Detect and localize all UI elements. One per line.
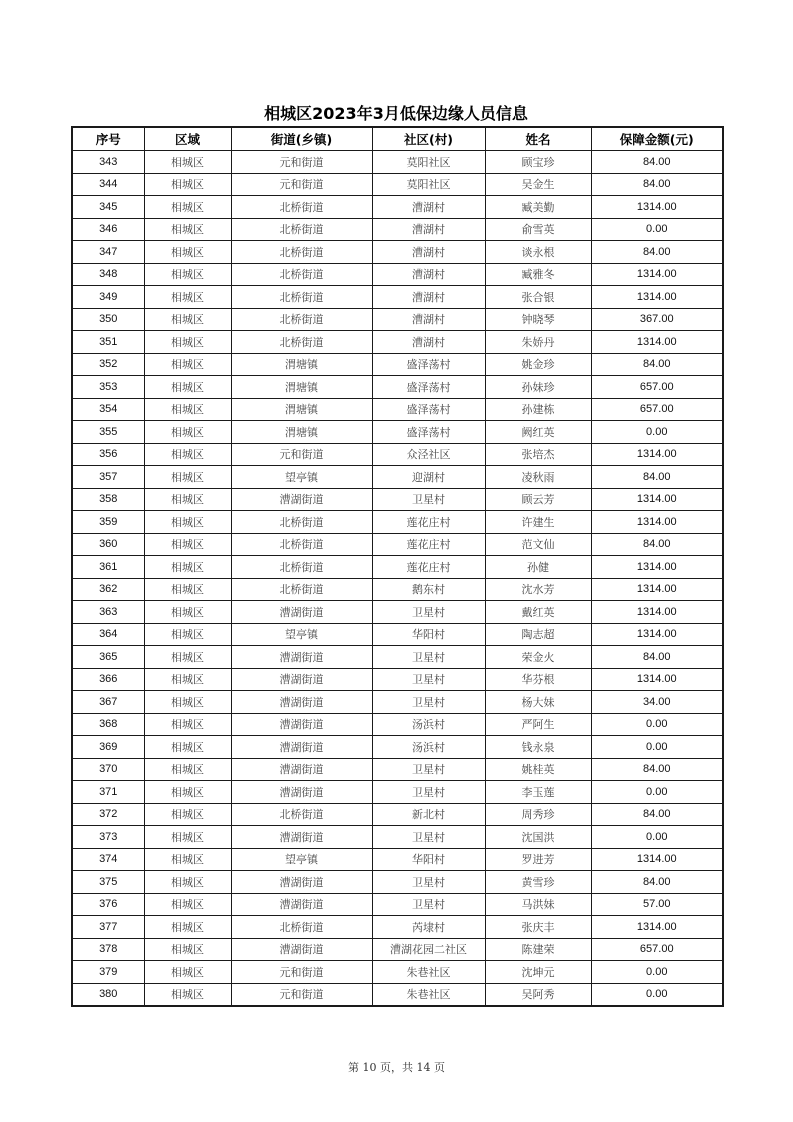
cell-street-town: 渭塘镇 <box>231 376 372 399</box>
cell-district: 相城区 <box>144 961 231 984</box>
cell-amount: 84.00 <box>591 466 723 489</box>
cell-serial-number: 368 <box>72 713 144 736</box>
cell-amount: 84.00 <box>591 173 723 196</box>
page-title: 相城区2023年3月低保边缘人员信息 <box>264 104 528 123</box>
cell-amount: 1314.00 <box>591 556 723 579</box>
cell-amount: 1314.00 <box>591 601 723 624</box>
cell-serial-number: 372 <box>72 803 144 826</box>
cell-name: 姚金珍 <box>485 353 591 376</box>
cell-district: 相城区 <box>144 376 231 399</box>
cell-serial-number: 370 <box>72 758 144 781</box>
cell-name: 凌秋雨 <box>485 466 591 489</box>
cell-community-village: 莫阳社区 <box>372 173 485 196</box>
table-row <box>72 533 723 556</box>
cell-amount: 657.00 <box>591 376 723 399</box>
cell-serial-number: 365 <box>72 646 144 669</box>
cell-name: 沈水芳 <box>485 578 591 601</box>
cell-serial-number: 343 <box>72 151 144 174</box>
cell-street-town: 元和街道 <box>231 151 372 174</box>
table-row <box>72 151 723 174</box>
table-row <box>72 736 723 759</box>
cell-serial-number: 364 <box>72 623 144 646</box>
page-footer: 第 10 页，共 14 页 <box>348 1061 445 1074</box>
cell-community-village: 卫星村 <box>372 781 485 804</box>
cell-name: 臧雅冬 <box>485 263 591 286</box>
table-row <box>72 938 723 961</box>
cell-name: 陈建荣 <box>485 938 591 961</box>
cell-name: 孙妹珍 <box>485 376 591 399</box>
cell-street-town: 元和街道 <box>231 173 372 196</box>
cell-serial-number: 358 <box>72 488 144 511</box>
cell-street-town: 望亭镇 <box>231 466 372 489</box>
cell-amount: 1314.00 <box>591 196 723 219</box>
cell-name: 杨大妹 <box>485 691 591 714</box>
cell-community-village: 漕湖村 <box>372 241 485 264</box>
cell-street-town: 漕湖街道 <box>231 668 372 691</box>
cell-amount: 1314.00 <box>591 286 723 309</box>
cell-street-town: 北桥街道 <box>231 196 372 219</box>
cell-name: 张庆丰 <box>485 916 591 939</box>
cell-amount: 57.00 <box>591 893 723 916</box>
cell-street-town: 北桥街道 <box>231 916 372 939</box>
cell-community-village: 盛泽荡村 <box>372 398 485 421</box>
cell-district: 相城区 <box>144 893 231 916</box>
table-row <box>72 488 723 511</box>
cell-amount: 84.00 <box>591 758 723 781</box>
table-row <box>72 803 723 826</box>
cell-name: 孙建栋 <box>485 398 591 421</box>
cell-serial-number: 367 <box>72 691 144 714</box>
cell-name: 范文仙 <box>485 533 591 556</box>
header-amount: 保障金额(元) <box>591 127 723 151</box>
cell-district: 相城区 <box>144 646 231 669</box>
cell-community-village: 芮埭村 <box>372 916 485 939</box>
cell-serial-number: 376 <box>72 893 144 916</box>
cell-amount: 1314.00 <box>591 916 723 939</box>
table-row <box>72 308 723 331</box>
cell-street-town: 北桥街道 <box>231 263 372 286</box>
cell-district: 相城区 <box>144 488 231 511</box>
cell-serial-number: 374 <box>72 848 144 871</box>
cell-street-town: 漕湖街道 <box>231 893 372 916</box>
cell-street-town: 北桥街道 <box>231 331 372 354</box>
header-serial-number: 序号 <box>72 127 144 151</box>
cell-name: 周秀珍 <box>485 803 591 826</box>
cell-amount: 1314.00 <box>591 848 723 871</box>
cell-serial-number: 379 <box>72 961 144 984</box>
cell-district: 相城区 <box>144 421 231 444</box>
cell-street-town: 漕湖街道 <box>231 601 372 624</box>
cell-serial-number: 373 <box>72 826 144 849</box>
table-row <box>72 781 723 804</box>
cell-district: 相城区 <box>144 983 231 1006</box>
cell-district: 相城区 <box>144 556 231 579</box>
table-row <box>72 848 723 871</box>
cell-district: 相城区 <box>144 601 231 624</box>
assistance-table <box>71 126 724 1007</box>
cell-community-village: 漕湖村 <box>372 218 485 241</box>
cell-amount: 0.00 <box>591 218 723 241</box>
cell-district: 相城区 <box>144 848 231 871</box>
cell-serial-number: 351 <box>72 331 144 354</box>
cell-serial-number: 378 <box>72 938 144 961</box>
cell-name: 阙红英 <box>485 421 591 444</box>
cell-amount: 1314.00 <box>591 263 723 286</box>
cell-street-town: 漕湖街道 <box>231 488 372 511</box>
cell-street-town: 漕湖街道 <box>231 781 372 804</box>
table-row <box>72 376 723 399</box>
cell-name: 吴金生 <box>485 173 591 196</box>
cell-community-village: 莲花庄村 <box>372 556 485 579</box>
cell-community-village: 卫星村 <box>372 488 485 511</box>
cell-street-town: 渭塘镇 <box>231 353 372 376</box>
table-row <box>72 916 723 939</box>
cell-district: 相城区 <box>144 511 231 534</box>
cell-street-town: 北桥街道 <box>231 803 372 826</box>
cell-serial-number: 352 <box>72 353 144 376</box>
cell-amount: 0.00 <box>591 781 723 804</box>
cell-street-town: 元和街道 <box>231 961 372 984</box>
cell-name: 谈永根 <box>485 241 591 264</box>
cell-street-town: 元和街道 <box>231 443 372 466</box>
cell-district: 相城区 <box>144 218 231 241</box>
table-row <box>72 398 723 421</box>
cell-amount: 0.00 <box>591 736 723 759</box>
cell-street-town: 北桥街道 <box>231 533 372 556</box>
table-row <box>72 691 723 714</box>
cell-street-town: 渭塘镇 <box>231 398 372 421</box>
cell-name: 顾宝珍 <box>485 151 591 174</box>
cell-amount: 84.00 <box>591 646 723 669</box>
cell-name: 臧美勤 <box>485 196 591 219</box>
cell-district: 相城区 <box>144 331 231 354</box>
cell-district: 相城区 <box>144 398 231 421</box>
cell-community-village: 漕湖村 <box>372 331 485 354</box>
cell-district: 相城区 <box>144 196 231 219</box>
cell-serial-number: 362 <box>72 578 144 601</box>
table-row <box>72 826 723 849</box>
table-row <box>72 601 723 624</box>
cell-street-town: 北桥街道 <box>231 241 372 264</box>
cell-serial-number: 350 <box>72 308 144 331</box>
cell-district: 相城区 <box>144 938 231 961</box>
cell-amount: 657.00 <box>591 398 723 421</box>
cell-serial-number: 344 <box>72 173 144 196</box>
cell-street-town: 漕湖街道 <box>231 691 372 714</box>
cell-serial-number: 353 <box>72 376 144 399</box>
table-row <box>72 646 723 669</box>
cell-street-town: 望亭镇 <box>231 623 372 646</box>
cell-name: 俞雪英 <box>485 218 591 241</box>
cell-street-town: 北桥街道 <box>231 511 372 534</box>
cell-name: 张培杰 <box>485 443 591 466</box>
cell-serial-number: 348 <box>72 263 144 286</box>
cell-amount: 84.00 <box>591 871 723 894</box>
cell-name: 张合银 <box>485 286 591 309</box>
cell-name: 沈坤元 <box>485 961 591 984</box>
cell-amount: 1314.00 <box>591 511 723 534</box>
cell-district: 相城区 <box>144 623 231 646</box>
cell-serial-number: 354 <box>72 398 144 421</box>
cell-name: 荣金火 <box>485 646 591 669</box>
header-name: 姓名 <box>485 127 591 151</box>
cell-district: 相城区 <box>144 241 231 264</box>
cell-amount: 84.00 <box>591 151 723 174</box>
cell-serial-number: 345 <box>72 196 144 219</box>
cell-serial-number: 369 <box>72 736 144 759</box>
cell-name: 钱永泉 <box>485 736 591 759</box>
cell-serial-number: 361 <box>72 556 144 579</box>
cell-name: 钟晓琴 <box>485 308 591 331</box>
cell-community-village: 盛泽荡村 <box>372 421 485 444</box>
cell-district: 相城区 <box>144 871 231 894</box>
cell-community-village: 朱巷社区 <box>372 961 485 984</box>
cell-serial-number: 375 <box>72 871 144 894</box>
cell-name: 沈国洪 <box>485 826 591 849</box>
cell-amount: 0.00 <box>591 826 723 849</box>
cell-district: 相城区 <box>144 173 231 196</box>
cell-amount: 1314.00 <box>591 668 723 691</box>
cell-district: 相城区 <box>144 263 231 286</box>
cell-community-village: 卫星村 <box>372 668 485 691</box>
table-row <box>72 511 723 534</box>
cell-community-village: 汤浜村 <box>372 736 485 759</box>
table-row <box>72 218 723 241</box>
cell-name: 顾云芳 <box>485 488 591 511</box>
cell-amount: 84.00 <box>591 803 723 826</box>
cell-amount: 1314.00 <box>591 443 723 466</box>
cell-street-town: 望亭镇 <box>231 848 372 871</box>
cell-community-village: 卫星村 <box>372 871 485 894</box>
table-row <box>72 173 723 196</box>
cell-street-town: 北桥街道 <box>231 556 372 579</box>
cell-street-town: 漕湖街道 <box>231 758 372 781</box>
cell-district: 相城区 <box>144 308 231 331</box>
table-row <box>72 466 723 489</box>
cell-serial-number: 356 <box>72 443 144 466</box>
cell-amount: 84.00 <box>591 533 723 556</box>
cell-name: 马洪妹 <box>485 893 591 916</box>
table-row <box>72 961 723 984</box>
cell-district: 相城区 <box>144 668 231 691</box>
cell-serial-number: 377 <box>72 916 144 939</box>
cell-district: 相城区 <box>144 781 231 804</box>
cell-community-village: 新北村 <box>372 803 485 826</box>
cell-amount: 0.00 <box>591 421 723 444</box>
cell-street-town: 漕湖街道 <box>231 938 372 961</box>
cell-district: 相城区 <box>144 466 231 489</box>
cell-name: 孙健 <box>485 556 591 579</box>
cell-serial-number: 355 <box>72 421 144 444</box>
header-district: 区域 <box>144 127 231 151</box>
cell-amount: 34.00 <box>591 691 723 714</box>
cell-district: 相城区 <box>144 691 231 714</box>
cell-community-village: 莲花庄村 <box>372 533 485 556</box>
cell-community-village: 莫阳社区 <box>372 151 485 174</box>
cell-community-village: 盛泽荡村 <box>372 376 485 399</box>
cell-community-village: 朱巷社区 <box>372 983 485 1006</box>
cell-community-village: 卫星村 <box>372 601 485 624</box>
cell-amount: 84.00 <box>591 353 723 376</box>
cell-street-town: 北桥街道 <box>231 218 372 241</box>
cell-amount: 1314.00 <box>591 488 723 511</box>
cell-district: 相城区 <box>144 578 231 601</box>
table-row <box>72 623 723 646</box>
cell-street-town: 漕湖街道 <box>231 713 372 736</box>
table-row <box>72 556 723 579</box>
cell-amount: 0.00 <box>591 983 723 1006</box>
cell-name: 严阿生 <box>485 713 591 736</box>
cell-community-village: 卫星村 <box>372 893 485 916</box>
cell-district: 相城区 <box>144 713 231 736</box>
cell-amount: 367.00 <box>591 308 723 331</box>
table-row <box>72 353 723 376</box>
cell-community-village: 汤浜村 <box>372 713 485 736</box>
cell-street-town: 元和街道 <box>231 983 372 1006</box>
cell-street-town: 漕湖街道 <box>231 736 372 759</box>
cell-serial-number: 349 <box>72 286 144 309</box>
cell-community-village: 漕湖村 <box>372 196 485 219</box>
cell-community-village: 莲花庄村 <box>372 511 485 534</box>
cell-name: 华芬根 <box>485 668 591 691</box>
cell-serial-number: 359 <box>72 511 144 534</box>
cell-serial-number: 363 <box>72 601 144 624</box>
cell-amount: 0.00 <box>591 961 723 984</box>
cell-district: 相城区 <box>144 286 231 309</box>
table-row <box>72 713 723 736</box>
table-row <box>72 668 723 691</box>
table-row <box>72 443 723 466</box>
cell-name: 吴阿秀 <box>485 983 591 1006</box>
table-row <box>72 983 723 1006</box>
cell-serial-number: 360 <box>72 533 144 556</box>
cell-district: 相城区 <box>144 151 231 174</box>
cell-street-town: 漕湖街道 <box>231 826 372 849</box>
cell-name: 黄雪珍 <box>485 871 591 894</box>
cell-serial-number: 380 <box>72 983 144 1006</box>
cell-district: 相城区 <box>144 758 231 781</box>
table-header-row <box>72 127 723 151</box>
cell-district: 相城区 <box>144 353 231 376</box>
table-row <box>72 331 723 354</box>
header-street-town: 街道(乡镇) <box>231 127 372 151</box>
cell-community-village: 卫星村 <box>372 826 485 849</box>
cell-street-town: 北桥街道 <box>231 308 372 331</box>
cell-community-village: 卫星村 <box>372 758 485 781</box>
cell-amount: 0.00 <box>591 713 723 736</box>
cell-district: 相城区 <box>144 533 231 556</box>
cell-community-village: 漕湖村 <box>372 286 485 309</box>
cell-amount: 84.00 <box>591 241 723 264</box>
cell-amount: 657.00 <box>591 938 723 961</box>
cell-name: 李玉莲 <box>485 781 591 804</box>
table-row <box>72 196 723 219</box>
cell-amount: 1314.00 <box>591 623 723 646</box>
cell-community-village: 华阳村 <box>372 848 485 871</box>
table-row <box>72 893 723 916</box>
table-row <box>72 286 723 309</box>
table-row <box>72 758 723 781</box>
cell-district: 相城区 <box>144 736 231 759</box>
cell-name: 陶志超 <box>485 623 591 646</box>
cell-name: 罗进芳 <box>485 848 591 871</box>
cell-name: 戴红英 <box>485 601 591 624</box>
cell-district: 相城区 <box>144 916 231 939</box>
cell-name: 朱娇丹 <box>485 331 591 354</box>
cell-street-town: 漕湖街道 <box>231 646 372 669</box>
cell-community-village: 盛泽荡村 <box>372 353 485 376</box>
cell-community-village: 鹅东村 <box>372 578 485 601</box>
cell-amount: 1314.00 <box>591 331 723 354</box>
cell-street-town: 渭塘镇 <box>231 421 372 444</box>
cell-serial-number: 346 <box>72 218 144 241</box>
cell-community-village: 卫星村 <box>372 646 485 669</box>
table-row <box>72 241 723 264</box>
cell-district: 相城区 <box>144 443 231 466</box>
cell-serial-number: 347 <box>72 241 144 264</box>
cell-community-village: 漕湖村 <box>372 308 485 331</box>
cell-name: 姚桂英 <box>485 758 591 781</box>
cell-serial-number: 371 <box>72 781 144 804</box>
cell-community-village: 华阳村 <box>372 623 485 646</box>
cell-serial-number: 366 <box>72 668 144 691</box>
cell-serial-number: 357 <box>72 466 144 489</box>
table-row <box>72 871 723 894</box>
header-community-village: 社区(村) <box>372 127 485 151</box>
table-row <box>72 578 723 601</box>
table-row <box>72 263 723 286</box>
cell-district: 相城区 <box>144 803 231 826</box>
table-row <box>72 421 723 444</box>
cell-community-village: 卫星村 <box>372 691 485 714</box>
table-body <box>72 151 723 1007</box>
cell-community-village: 漕湖花园二社区 <box>372 938 485 961</box>
cell-community-village: 众泾社区 <box>372 443 485 466</box>
cell-community-village: 迎湖村 <box>372 466 485 489</box>
cell-street-town: 北桥街道 <box>231 286 372 309</box>
cell-district: 相城区 <box>144 826 231 849</box>
cell-community-village: 漕湖村 <box>372 263 485 286</box>
cell-street-town: 漕湖街道 <box>231 871 372 894</box>
cell-name: 许建生 <box>485 511 591 534</box>
cell-street-town: 北桥街道 <box>231 578 372 601</box>
cell-amount: 1314.00 <box>591 578 723 601</box>
